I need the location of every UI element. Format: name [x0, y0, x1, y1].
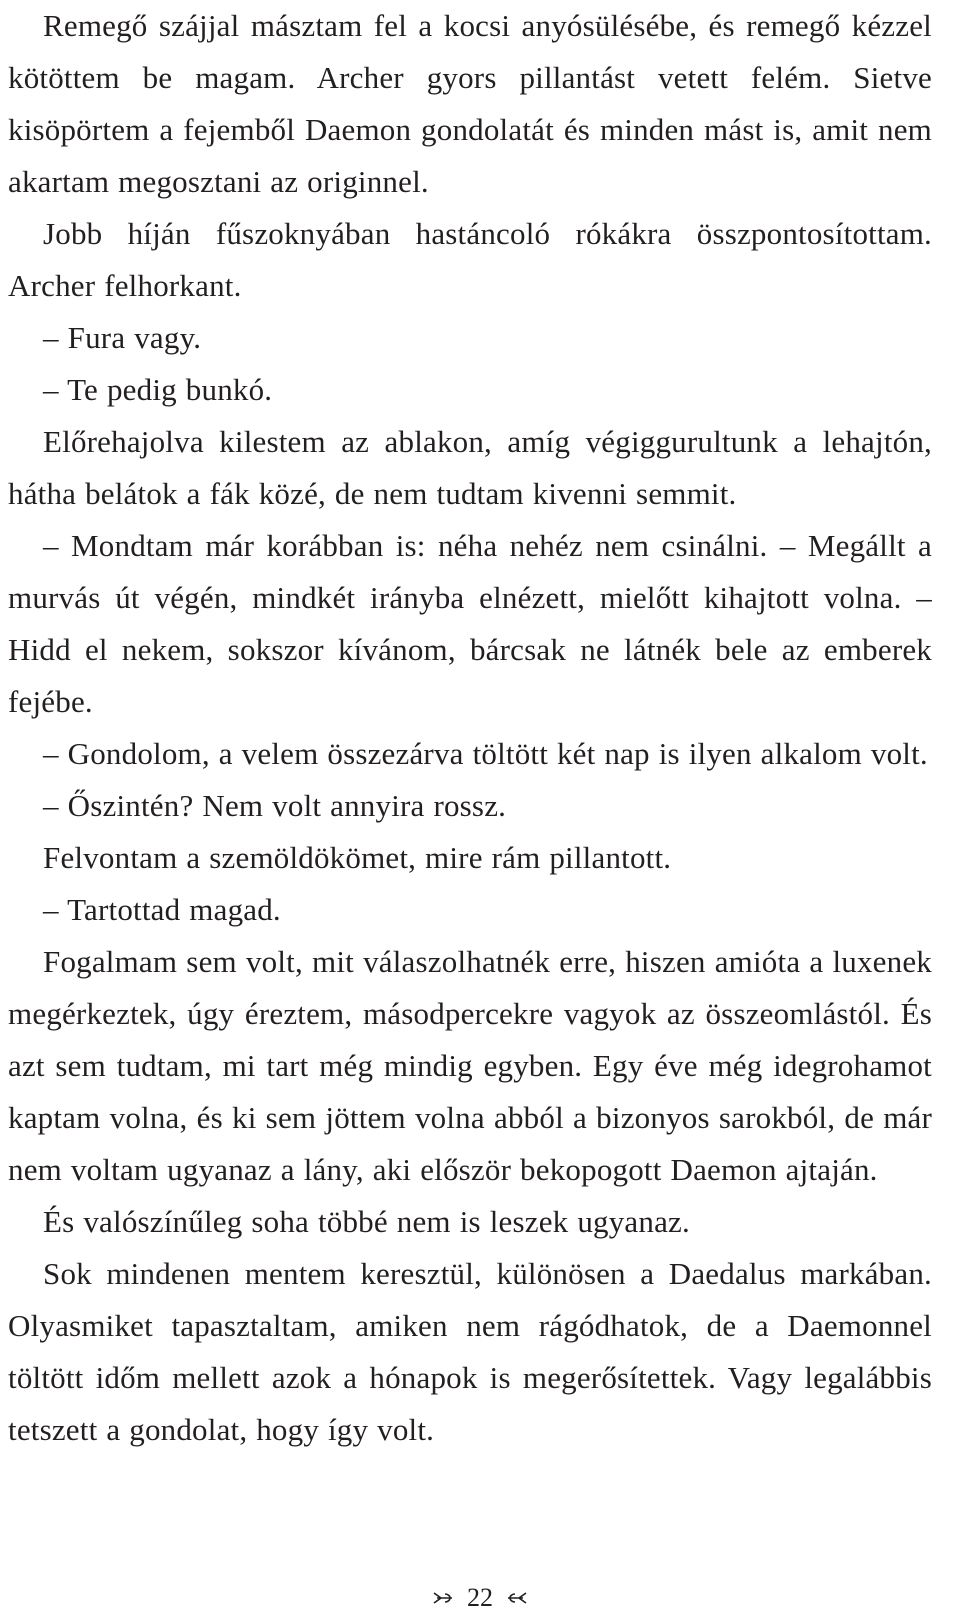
page-body — [8, 0, 932, 1456]
paragraph: Remegő szájjal másztam fel a kocsi anyósülésébe, és remegő kézzel kötöttem be magam. Archer gyors pillantást vetett felém. Sietve kisöpörtem a fejemből Daemon gondolatát és minden mást is, amit nem akartam megosztani az originnel. — [8, 8, 932, 199]
page-number: 22 — [467, 1583, 493, 1612]
dialogue-line: – Őszintén? Nem volt annyira rossz. — [43, 788, 507, 823]
paragraph: És valószínűleg soha többé nem is leszek ugyanaz. — [43, 1204, 690, 1239]
dialogue-line: – Tartottad magad. — [43, 892, 281, 927]
dialogue-line: – Fura vagy. — [43, 320, 202, 355]
paragraph: Előrehajolva kilestem az ablakon, amíg végiggurultunk a lehajtón, hátha belátok a fák közé, de nem tudtam kivenni semmit. — [8, 424, 932, 511]
paragraph: Felvontam a szemöldökömet, mire rám pillantott. — [43, 840, 672, 875]
fleuron-left-icon — [433, 1590, 453, 1606]
dialogue-line: – Te pedig bunkó. — [43, 372, 273, 407]
page-footer — [0, 1580, 960, 1616]
fleuron-right-icon — [507, 1590, 527, 1606]
dialogue-line: – Mondtam már korábban is: néha nehéz nem csinálni. – Megállt a murvás út végén, mindkét irányba elnézett, mielőtt kihajtott volna. – Hidd el nekem, sokszor kívánom, bárcsak ne látnék bele az emberek fejébe. — [8, 528, 932, 719]
paragraph: Sok mindenen mentem keresztül, különösen a Daedalus markában. Olyasmiket tapasztaltam, amiken nem rágódhatok, de a Daemonnel töltött időm mellett azok a hónapok is megerősítettek. Vagy legalábbis tetszett a gondolat, hogy így volt. — [8, 1256, 932, 1447]
dialogue-line: – Gondolom, a velem összezárva töltött két nap is ilyen alkalom volt. — [43, 736, 928, 771]
paragraph: Fogalmam sem volt, mit válaszolhatnék erre, hiszen amióta a luxenek megérkeztek, úgy éreztem, másodpercekre vagyok az összeomlástól. És azt sem tudtam, mi tart még mindig egyben. Egy éve még idegrohamot kaptam volna, és ki sem jöttem volna abból a bizonyos sarokból, de már nem voltam ugyanaz a lány, aki először bekopogott Daemon ajtaján. — [8, 944, 932, 1187]
paragraph: Jobb híján fűszoknyában hastáncoló rókákra összpontosítottam. Archer felhorkant. — [8, 216, 932, 303]
